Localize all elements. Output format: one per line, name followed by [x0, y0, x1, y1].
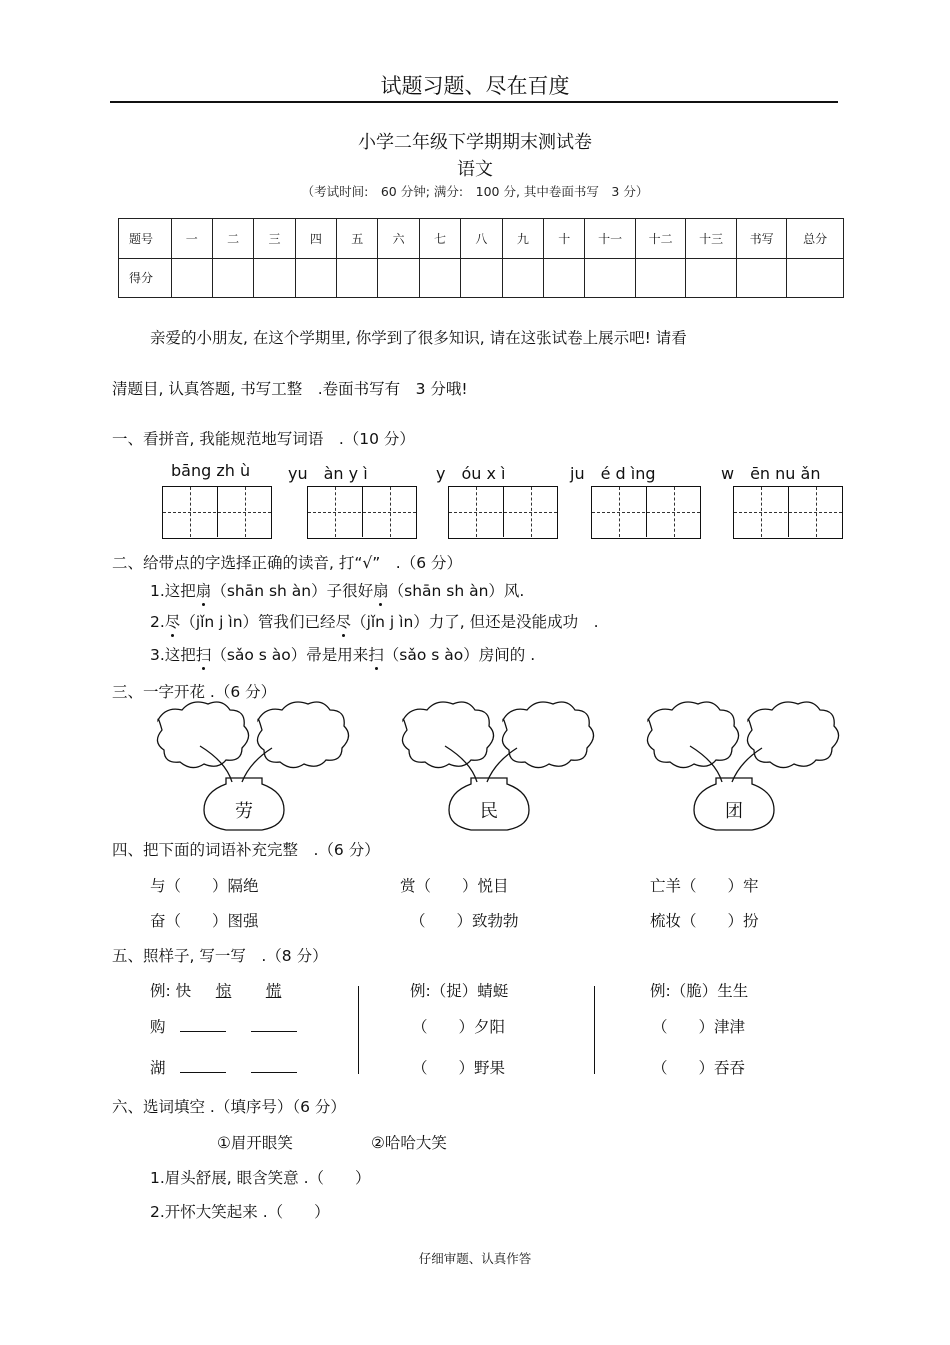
writing-grid-5[interactable] — [733, 486, 843, 539]
q6-sentence-1: 1.眉头舒展, 眼含笑意 .（ ） — [150, 1169, 371, 1187]
q6-title: 六、选词填空 .（填序号）（6 分） — [112, 1098, 346, 1116]
vase-char-2: 民 — [480, 801, 498, 822]
score-cell[interactable] — [171, 258, 212, 298]
answer-blank[interactable] — [180, 1017, 226, 1032]
score-header-cell: 十 — [544, 219, 585, 259]
score-cell[interactable] — [544, 258, 585, 298]
exam-title: 小学二年级下学期期末测试卷 — [358, 132, 592, 153]
score-cell[interactable] — [212, 258, 253, 298]
q2-sentence-1: 1.这把扇（shān sh àn）子很好扇（shān sh àn）风. — [150, 579, 524, 601]
row-label: 得分 — [119, 258, 172, 298]
score-cell[interactable] — [787, 258, 844, 298]
exam-subject: 语文 — [457, 159, 493, 180]
score-cell[interactable] — [585, 258, 635, 298]
score-cell[interactable] — [295, 258, 336, 298]
score-header-cell: 书写 — [736, 219, 786, 259]
q5-col2-example: 例:（捉）蜻蜓 — [410, 982, 509, 1000]
q5-title: 五、照样子, 写一写 .（8 分） — [112, 947, 328, 965]
q4-item: 奋（ ）图强 — [150, 912, 259, 930]
score-cell[interactable] — [254, 258, 295, 298]
q4-item: 亡羊（ ）牢 — [650, 877, 759, 895]
score-cell[interactable] — [502, 258, 543, 298]
answer-blank[interactable] — [180, 1058, 226, 1073]
writing-grid-1[interactable] — [162, 486, 272, 539]
writing-grid-2[interactable] — [307, 486, 417, 539]
q1-pinyin-3: y óu x ì — [436, 464, 506, 483]
q5-col2-row2: （ ）野果 — [412, 1059, 506, 1077]
cloud-shape — [402, 702, 493, 768]
row-label: 题号 — [119, 219, 172, 259]
score-header-cell: 六 — [378, 219, 419, 259]
score-header-cell: 九 — [502, 219, 543, 259]
q5-col3-row2: （ ）吞吞 — [652, 1059, 746, 1077]
q6-sentence-2: 2.开怀大笑起来 .（ ） — [150, 1203, 330, 1221]
writing-grid-3[interactable] — [448, 486, 558, 539]
q4-item: 赏（ ）悦目 — [400, 877, 509, 895]
score-header-cell: 七 — [419, 219, 460, 259]
score-header-cell: 十一 — [585, 219, 635, 259]
score-cell[interactable] — [378, 258, 419, 298]
q4-item: 梳妆（ ）扮 — [650, 912, 759, 930]
intro-line-2: 清题目, 认真答题, 书写工整 .卷面书写有 3 分哦! — [112, 380, 468, 398]
score-cell[interactable] — [419, 258, 460, 298]
q2-sentence-2: 2.尽（jǐn j ìn）管我们已经尽（jǐn j ìn）力了, 但还是没能成功 . — [150, 610, 599, 632]
cloud-shape — [747, 702, 838, 768]
header-title: 试题习题、尽在百度 — [380, 74, 570, 98]
score-cell[interactable] — [337, 258, 378, 298]
score-header-row — [119, 219, 844, 259]
q5-col1-row1: 购 — [150, 1015, 297, 1037]
score-header-cell: 一 — [171, 219, 212, 259]
intro-line-1: 亲爱的小朋友, 在这个学期里, 你学到了很多知识, 请在这张试卷上展示吧! 请看 — [150, 329, 687, 347]
score-header-cell: 十三 — [686, 219, 736, 259]
q4-title: 四、把下面的词语补充完整 .（6 分） — [112, 841, 380, 859]
exam-info: （考试时间: 60 分钟; 满分: 100 分, 其中卷面书写 3 分） — [301, 184, 649, 199]
q5-col1-row2: 湖 — [150, 1056, 297, 1078]
score-header-cell: 四 — [295, 219, 336, 259]
vase-char-1: 劳 — [235, 801, 253, 822]
score-header-cell: 十二 — [635, 219, 685, 259]
q1-pinyin-5: w ēn nu ǎn — [721, 464, 821, 483]
score-header-cell: 八 — [461, 219, 502, 259]
q1-pinyin-2: yu àn y ì — [288, 464, 368, 483]
q5-col2-row1: （ ）夕阳 — [412, 1018, 506, 1036]
q4-item: （ ）致勃勃 — [410, 912, 519, 930]
q5-col3-row1: （ ）津津 — [652, 1018, 746, 1036]
score-value-row — [119, 258, 844, 298]
score-header-cell: 二 — [212, 219, 253, 259]
score-cell[interactable] — [736, 258, 786, 298]
q1-pinyin-1: bāng zh ù — [171, 461, 251, 480]
header-rule — [110, 101, 838, 103]
score-table — [118, 218, 844, 298]
q2-sentence-3: 3.这把扫（sǎo s ào）帚是用来扫（sǎo s ào）房间的 . — [150, 643, 535, 665]
cloud-shape — [257, 702, 348, 768]
score-cell[interactable] — [686, 258, 736, 298]
cloud-shape — [647, 702, 738, 768]
q3-title: 三、一字开花 .（6 分） — [112, 683, 277, 701]
q4-item: 与（ ）隔绝 — [150, 877, 259, 895]
score-header-cell: 三 — [254, 219, 295, 259]
score-header-cell: 总分 — [787, 219, 844, 259]
q6-option-2: ②哈哈大笑 — [371, 1134, 447, 1152]
column-divider — [594, 986, 595, 1074]
vase-char-3: 团 — [725, 801, 743, 822]
cloud-shape — [502, 702, 593, 768]
writing-grid-4[interactable] — [591, 486, 701, 539]
column-divider — [358, 986, 359, 1074]
cloud-shape — [157, 702, 248, 768]
q5-col1-example: 例: 快 惊 慌 — [150, 982, 282, 1000]
score-header-cell: 五 — [337, 219, 378, 259]
score-cell[interactable] — [635, 258, 685, 298]
q6-option-1: ①眉开眼笑 — [217, 1134, 293, 1152]
footer-text: 仔细审题、认真作答 — [418, 1251, 532, 1266]
q5-col3-example: 例:（脆）生生 — [650, 982, 749, 1000]
q1-title: 一、看拼音, 我能规范地写词语 .（10 分） — [112, 430, 415, 448]
score-cell[interactable] — [461, 258, 502, 298]
q2-title: 二、给带点的字选择正确的读音, 打“√” .（6 分） — [112, 554, 463, 572]
answer-blank[interactable] — [251, 1058, 297, 1073]
q1-pinyin-4: ju é d ìng — [570, 464, 656, 483]
answer-blank[interactable] — [251, 1017, 297, 1032]
